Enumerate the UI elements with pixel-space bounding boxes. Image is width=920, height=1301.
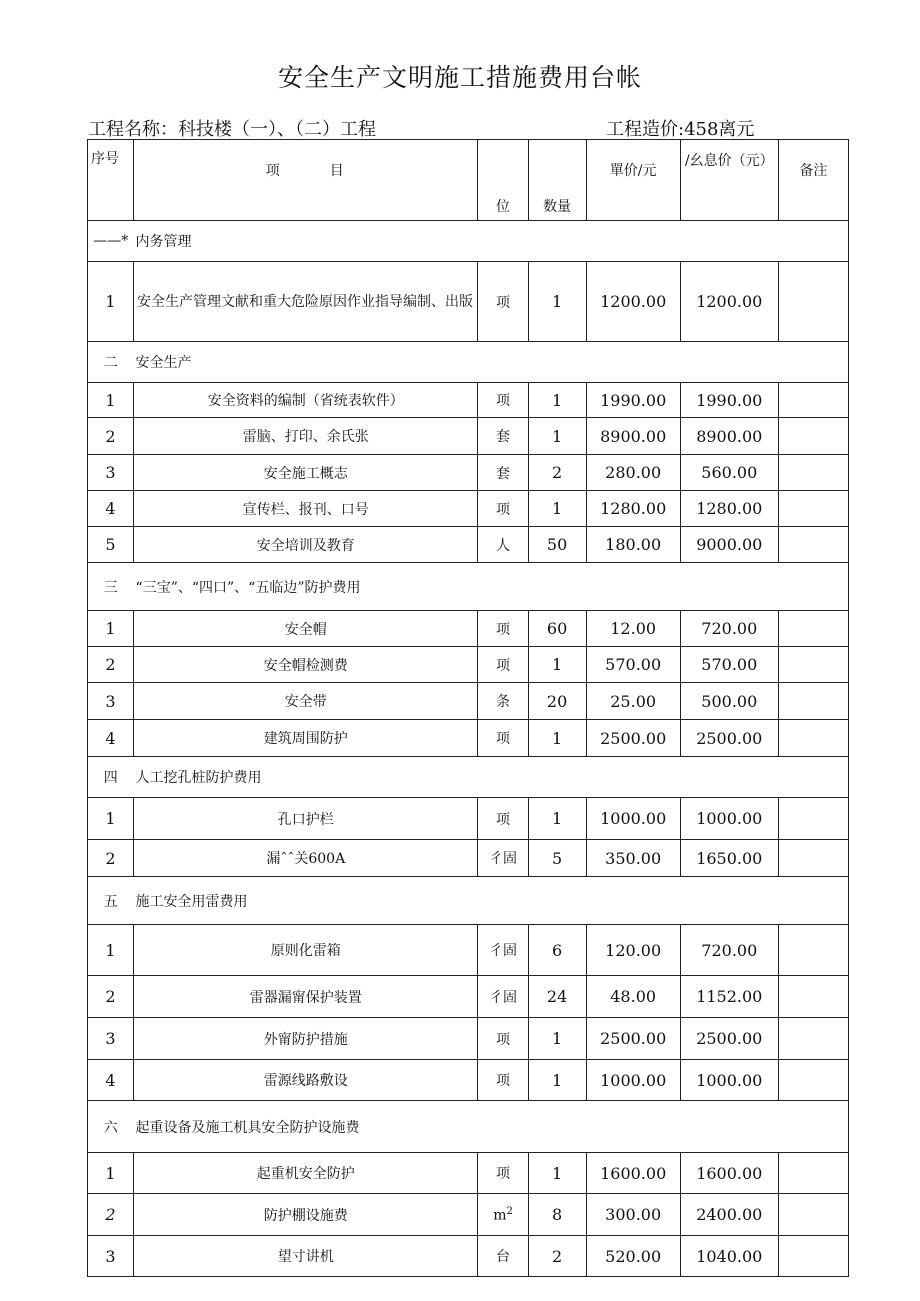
row-item: 望寸讲机 [134, 1236, 478, 1277]
row-unit-superscript: 2 [506, 1205, 513, 1217]
project-name: 工程名称：科技楼（一）、（二）工程 [88, 119, 376, 140]
table-row [88, 647, 849, 683]
row-total-price: 1152.00 [680, 976, 778, 1018]
row-seq: 2 [88, 976, 134, 1018]
section-title: 施工安全用雷费用 [134, 877, 849, 925]
row-qty: 1 [528, 720, 586, 757]
table-row [88, 1153, 849, 1194]
table-row [88, 840, 849, 877]
row-qty: 6 [528, 925, 586, 976]
row-unit [478, 418, 528, 455]
row-unit [478, 798, 528, 840]
row-unit [478, 647, 528, 683]
row-seq: 1 [88, 383, 134, 418]
row-note [778, 1060, 848, 1101]
row-total-price: 1280.00 [680, 491, 778, 527]
row-item: 雷源线路敷设 [134, 1060, 478, 1101]
row-qty: 1 [528, 647, 586, 683]
row-seq: 3 [88, 1018, 134, 1060]
row-item: 防护棚设施费 [134, 1194, 478, 1236]
row-qty: 60 [528, 611, 586, 647]
row-qty: 50 [528, 527, 586, 563]
section-number: 四 [88, 757, 134, 798]
row-note [778, 383, 848, 418]
row-seq: 1 [88, 611, 134, 647]
row-seq: 4 [88, 720, 134, 757]
row-unit-text: 条 [496, 694, 511, 710]
section-row [88, 757, 849, 798]
row-unit-text: 项 [496, 501, 511, 518]
table-row [88, 611, 849, 647]
row-unit [478, 1236, 528, 1277]
row-seq: 1 [88, 262, 134, 342]
row-seq: 1 [88, 798, 134, 840]
section-title: “三宝”、“四口”、“五临边”防护费用 [134, 563, 849, 611]
row-unit-price: 8900.00 [586, 418, 680, 455]
table-row [88, 455, 849, 491]
row-item: 安全帽检测费 [134, 647, 478, 683]
row-total-price: 560.00 [680, 455, 778, 491]
section-number: 五 [88, 877, 134, 925]
table-row [88, 383, 849, 418]
row-unit [478, 720, 528, 757]
row-unit-price: 1000.00 [586, 1060, 680, 1101]
row-unit-text: m [493, 1207, 507, 1224]
row-qty: 8 [528, 1194, 586, 1236]
row-unit [478, 1194, 528, 1236]
row-unit-text: 彳固 [489, 943, 518, 959]
row-total-price: 1000.00 [680, 798, 778, 840]
row-unit [478, 527, 528, 563]
section-number: 六 [88, 1101, 134, 1153]
section-row [88, 1101, 849, 1153]
row-item: 安全帽 [134, 611, 478, 647]
row-unit [478, 840, 528, 877]
row-unit-text: 套 [496, 465, 511, 482]
row-item: 雷脑、打印、余氏张 [134, 418, 478, 455]
row-seq: 3 [88, 683, 134, 720]
row-note [778, 1194, 848, 1236]
row-qty: 1 [528, 418, 586, 455]
section-row [88, 563, 849, 611]
row-item: 建筑周围防护 [134, 720, 478, 757]
table-row [88, 1060, 849, 1101]
row-unit-price: 2500.00 [586, 720, 680, 757]
row-unit [478, 383, 528, 418]
row-total-price: 1650.00 [680, 840, 778, 877]
row-qty: 1 [528, 262, 586, 342]
row-unit [478, 925, 528, 976]
table-row [88, 976, 849, 1018]
row-unit [478, 1060, 528, 1101]
row-unit [478, 611, 528, 647]
row-seq: 3 [88, 1236, 134, 1277]
row-unit-price: 1600.00 [586, 1153, 680, 1194]
row-qty: 24 [528, 976, 586, 1018]
row-note [778, 527, 848, 563]
row-item: 安全培训及教育 [134, 527, 478, 563]
row-unit-text: 项 [496, 811, 511, 828]
row-unit-text: 项 [496, 657, 511, 674]
table-row [88, 1236, 849, 1277]
row-unit-price: 120.00 [586, 925, 680, 976]
section-row [88, 342, 849, 383]
row-note [778, 491, 848, 527]
row-unit-text: 项 [496, 393, 511, 409]
project-cost: 工程造价:458离元 [606, 119, 755, 140]
row-unit-price: 12.00 [586, 611, 680, 647]
page-title: 安全生产文明施工措施费用台帐 [277, 63, 642, 92]
row-unit [478, 1153, 528, 1194]
row-note [778, 262, 848, 342]
section-title: 起重设备及施工机具安全防护设施费 [134, 1101, 849, 1153]
row-item: 安全施工概志 [134, 455, 478, 491]
row-qty: 1 [528, 1018, 586, 1060]
row-unit-text: 人 [496, 537, 511, 554]
table-row [88, 720, 849, 757]
row-qty: 1 [528, 1060, 586, 1101]
row-item: 原则化雷箱 [134, 925, 478, 976]
row-seq: 2 [88, 647, 134, 683]
row-unit-text: 项 [496, 621, 511, 638]
row-note [778, 1236, 848, 1277]
table-row [88, 418, 849, 455]
row-total-price: 1990.00 [680, 383, 778, 418]
row-qty: 1 [528, 491, 586, 527]
row-unit-price: 48.00 [586, 976, 680, 1018]
row-note [778, 840, 848, 877]
row-seq: 1 [88, 1153, 134, 1194]
expense-ledger-table [87, 139, 849, 1277]
section-number: ——* [88, 221, 134, 262]
table-row [88, 1194, 849, 1236]
row-item: 外甯防护措施 [134, 1018, 478, 1060]
row-unit-text: 项 [496, 731, 511, 747]
row-note [778, 611, 848, 647]
row-total-price: 8900.00 [680, 418, 778, 455]
row-total-price: 500.00 [680, 683, 778, 720]
row-unit-text: 项 [496, 1073, 511, 1089]
row-note [778, 455, 848, 491]
table-row [88, 1018, 849, 1060]
row-note [778, 418, 848, 455]
row-unit [478, 491, 528, 527]
row-note [778, 720, 848, 757]
row-total-price: 720.00 [680, 925, 778, 976]
table-row [88, 925, 849, 976]
row-note [778, 1018, 848, 1060]
row-seq: 2 [88, 1194, 134, 1236]
row-note [778, 1153, 848, 1194]
row-total-price: 1200.00 [680, 262, 778, 342]
header-unit-price: 單价/元 [586, 140, 680, 221]
table-row [88, 798, 849, 840]
row-unit-price: 280.00 [586, 455, 680, 491]
section-title: 安全生产 [134, 342, 849, 383]
header-total-price: /幺息价（元） [680, 140, 778, 221]
row-seq: 4 [88, 491, 134, 527]
table-row [88, 491, 849, 527]
row-qty: 5 [528, 840, 586, 877]
header-item: 项 目 [134, 140, 478, 221]
row-unit-price: 1200.00 [586, 262, 680, 342]
row-total-price: 1040.00 [680, 1236, 778, 1277]
row-note [778, 925, 848, 976]
row-qty: 1 [528, 798, 586, 840]
row-unit [478, 976, 528, 1018]
row-unit [478, 1018, 528, 1060]
row-unit-text: 彳固 [489, 851, 518, 867]
row-total-price: 2500.00 [680, 1018, 778, 1060]
project-info [88, 115, 848, 139]
section-title: 人工挖孔桩防护费用 [134, 757, 849, 798]
row-unit-price: 350.00 [586, 840, 680, 877]
row-unit-price: 570.00 [586, 647, 680, 683]
row-total-price: 2500.00 [680, 720, 778, 757]
row-item: 漏ˆˆ关600A [134, 840, 478, 877]
row-seq: 4 [88, 1060, 134, 1101]
row-total-price: 9000.00 [680, 527, 778, 563]
header-note: 备注 [778, 140, 848, 221]
row-unit [478, 455, 528, 491]
header-qty: 数量 [528, 140, 586, 221]
row-unit-price: 1000.00 [586, 798, 680, 840]
row-total-price: 1000.00 [680, 1060, 778, 1101]
row-qty: 1 [528, 1153, 586, 1194]
row-unit-text: 项 [496, 1031, 511, 1048]
header-seq: 序号 [88, 140, 134, 221]
section-title: 内务管理 [134, 221, 849, 262]
row-unit [478, 262, 528, 342]
row-unit-price: 1280.00 [586, 491, 680, 527]
row-item: 安全资料的编制（省统表软件） [134, 383, 478, 418]
row-unit-price: 300.00 [586, 1194, 680, 1236]
header-unit: 位 [478, 140, 528, 221]
row-seq: 5 [88, 527, 134, 563]
table-header-row [88, 140, 849, 221]
row-unit-text: 台 [496, 1249, 511, 1265]
table-row [88, 527, 849, 563]
row-item: 安全带 [134, 683, 478, 720]
row-unit-price: 25.00 [586, 683, 680, 720]
section-number: 三 [88, 563, 134, 611]
row-note [778, 976, 848, 1018]
row-qty: 2 [528, 1236, 586, 1277]
row-seq: 2 [88, 418, 134, 455]
row-note [778, 647, 848, 683]
table-row [88, 262, 849, 342]
table-row [88, 683, 849, 720]
row-total-price: 1600.00 [680, 1153, 778, 1194]
row-note [778, 798, 848, 840]
row-total-price: 2400.00 [680, 1194, 778, 1236]
row-unit [478, 683, 528, 720]
row-note [778, 683, 848, 720]
row-unit-price: 520.00 [586, 1236, 680, 1277]
row-unit-text: 套 [496, 429, 511, 445]
row-item: 起重机安全防护 [134, 1153, 478, 1194]
row-seq: 2 [88, 840, 134, 877]
row-qty: 20 [528, 683, 586, 720]
row-total-price: 720.00 [680, 611, 778, 647]
row-unit-text: 彳固 [489, 989, 518, 1006]
row-total-price: 570.00 [680, 647, 778, 683]
row-item: 安全生产管理文献和重大危险原因作业指导编制、出版 [134, 262, 478, 342]
row-seq: 1 [88, 925, 134, 976]
row-qty: 1 [528, 383, 586, 418]
row-unit-text: 项 [496, 294, 511, 311]
section-number: 二 [88, 342, 134, 383]
section-row [88, 221, 849, 262]
row-unit-text: 项 [496, 1166, 511, 1182]
row-item: 宣传栏、报刊、口号 [134, 491, 478, 527]
row-item: 孔口护栏 [134, 798, 478, 840]
row-qty: 2 [528, 455, 586, 491]
section-row [88, 877, 849, 925]
row-item: 雷器漏甯保护装置 [134, 976, 478, 1018]
row-seq: 3 [88, 455, 134, 491]
row-unit-price: 2500.00 [586, 1018, 680, 1060]
row-unit-price: 180.00 [586, 527, 680, 563]
row-unit-price: 1990.00 [586, 383, 680, 418]
